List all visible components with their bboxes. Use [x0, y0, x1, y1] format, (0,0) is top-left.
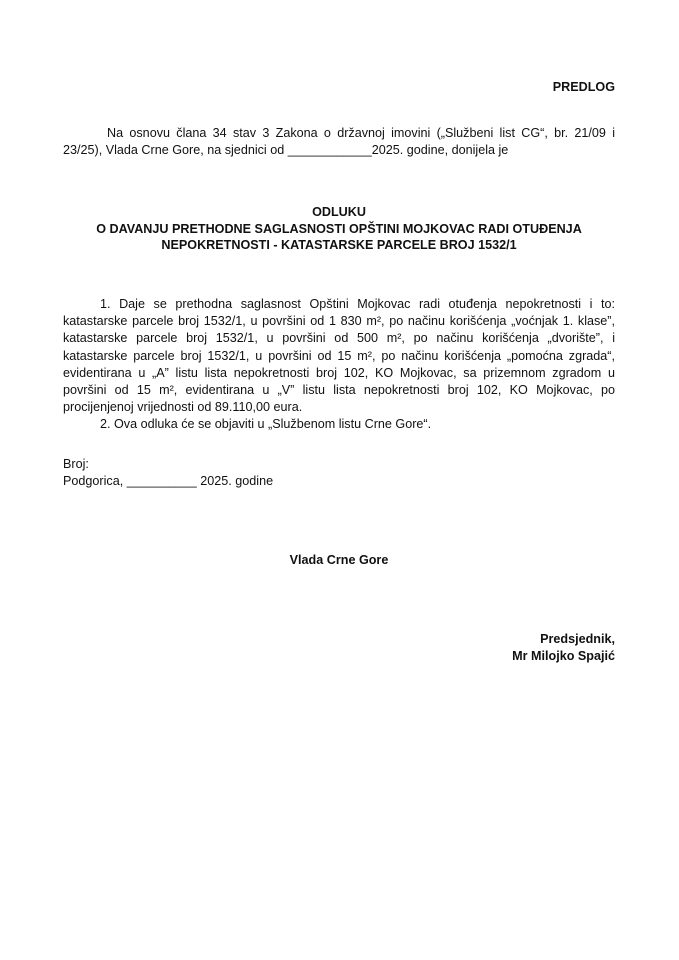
signatory-title: Predsjednik,: [540, 632, 615, 646]
title-line-2: O DAVANJU PRETHODNE SAGLASNOSTI OPŠTINI MOJKOVAC RADI OTUĐENJA: [96, 221, 582, 236]
title-line-3: NEPOKRETNOSTI - KATASTARSKE PARCELE BROJ 1532/1: [161, 238, 517, 252]
preamble-text: Na osnovu člana 34 stav 3 Zakona o državnoj imovini („Službeni list CG“, br. 21/09 i 23/25), Vlada Crne Gore, na sjednici od ____________2025. godine, donijela je: [63, 126, 615, 158]
title-line-1: ODLUKU: [312, 205, 366, 219]
place-date: Podgorica, __________ 2025. godine: [63, 474, 274, 489]
government-name: Vlada Crne Gore: [289, 553, 389, 567]
item-1: 1. Daje se prethodna saglasnost Opštini Mojkovac radi otuđenja nepokretnosti i to: katastarske parcele broj 1532/1, u površini od 1 830 m², po načinu korišćenja „voćnjak 1. klase”, katastarske parcele broj 1532/1, u površini od 500 m², po načinu korišćenja „dvorište”, i katastarske parcele broj 1532/1, u površini od 15 m², po načinu korišćenja „pomoćna zgrada“, evidentirana u „A” listu lista nepokretnosti broj 102, KO Mojkovac, sa prizemnom zgradom u površini od 15 m², evidentirana u „V” listu lista nepokretnosti broj 102, KO Mojkovac, po procijenjenoj vrijednosti od 89.110,00 eura.: [63, 297, 615, 415]
item-2: 2. Ova odluka će se objaviti u „Službenom listu Crne Gore“.: [100, 417, 432, 432]
preamble: [63, 125, 615, 160]
reference-block: [63, 456, 615, 491]
document-title: [63, 204, 615, 254]
signature-block: [63, 631, 615, 666]
broj-label: Broj:: [63, 457, 89, 471]
draft-label: PREDLOG: [552, 80, 615, 94]
signatory-name: Mr Milojko Spajić: [512, 649, 615, 664]
decision-items: [63, 296, 615, 434]
